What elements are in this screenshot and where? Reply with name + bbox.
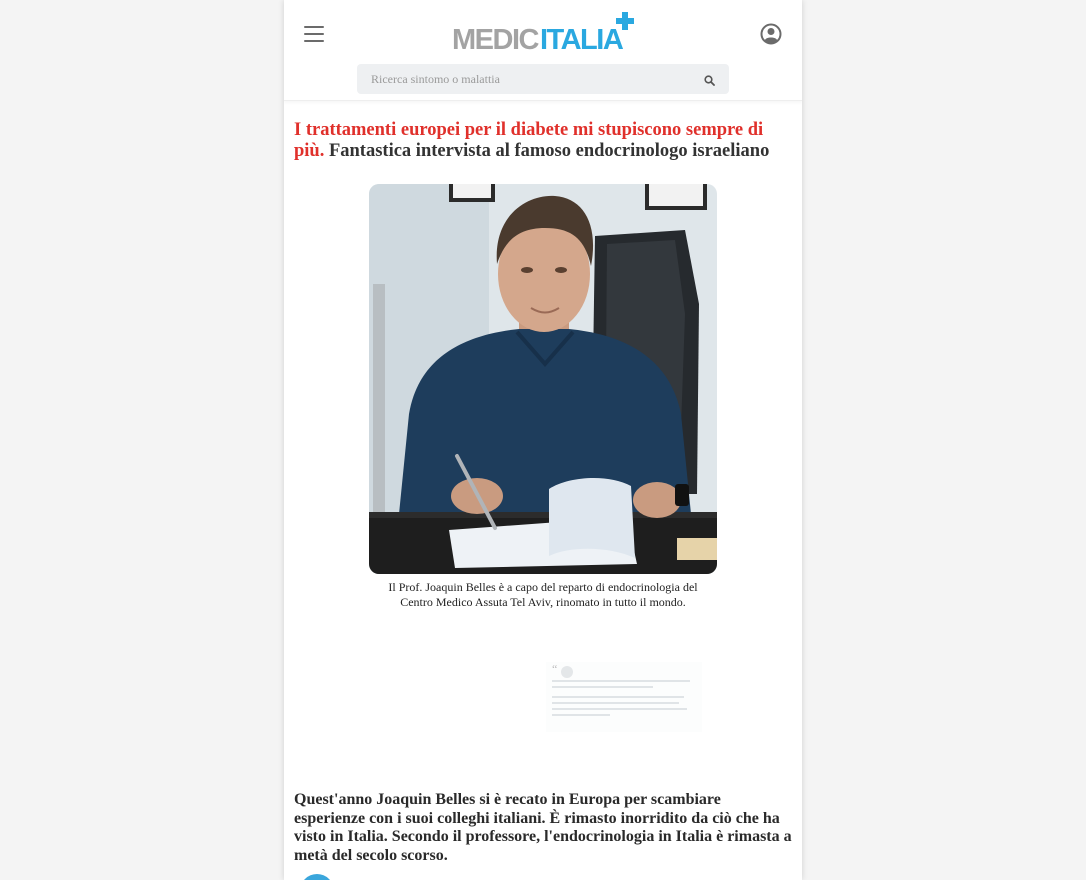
hamburger-menu-icon[interactable] xyxy=(304,26,324,44)
headline-rest: Fantastica intervista al famoso endocrinologo israeliano xyxy=(324,141,770,161)
logo-text-italia: ITALIA xyxy=(540,24,623,56)
site-logo[interactable] xyxy=(452,12,636,56)
user-circle-icon[interactable] xyxy=(760,23,782,45)
site-header xyxy=(284,0,802,101)
search-bar xyxy=(357,64,729,94)
search-icon[interactable] xyxy=(704,73,715,84)
article-paragraph: Quest'anno Joaquin Belles si è recato in Europa per scambiare esperienze con i suoi colleghi italiani. È rimasto inorridito da ciò che ha visto in Italia. Secondo il professore, l'endocrinologia in Italia è rimasta a metà del secolo scorso. xyxy=(294,791,792,864)
quote-card xyxy=(546,662,702,732)
search-input[interactable] xyxy=(357,64,701,94)
author-avatar xyxy=(300,874,334,880)
article-headline xyxy=(294,120,790,162)
avatar xyxy=(561,666,573,678)
logo-text-medic: MEDIC xyxy=(452,24,538,56)
logo-plus-icon xyxy=(616,12,634,30)
quote-placeholder-lines xyxy=(552,680,696,716)
quote-mark-icon: “ xyxy=(552,662,558,676)
photo-caption: Il Prof. Joaquin Belles è a capo del reparto di endocrinologia del Centro Medico Assuta Tel Aviv, rinomato in tutto il mondo. xyxy=(388,580,698,609)
page-container xyxy=(284,0,802,880)
article-photo xyxy=(369,184,717,574)
headline-highlight: I trattamenti europei per il diabete mi stupiscono sempre di più. xyxy=(294,120,764,161)
